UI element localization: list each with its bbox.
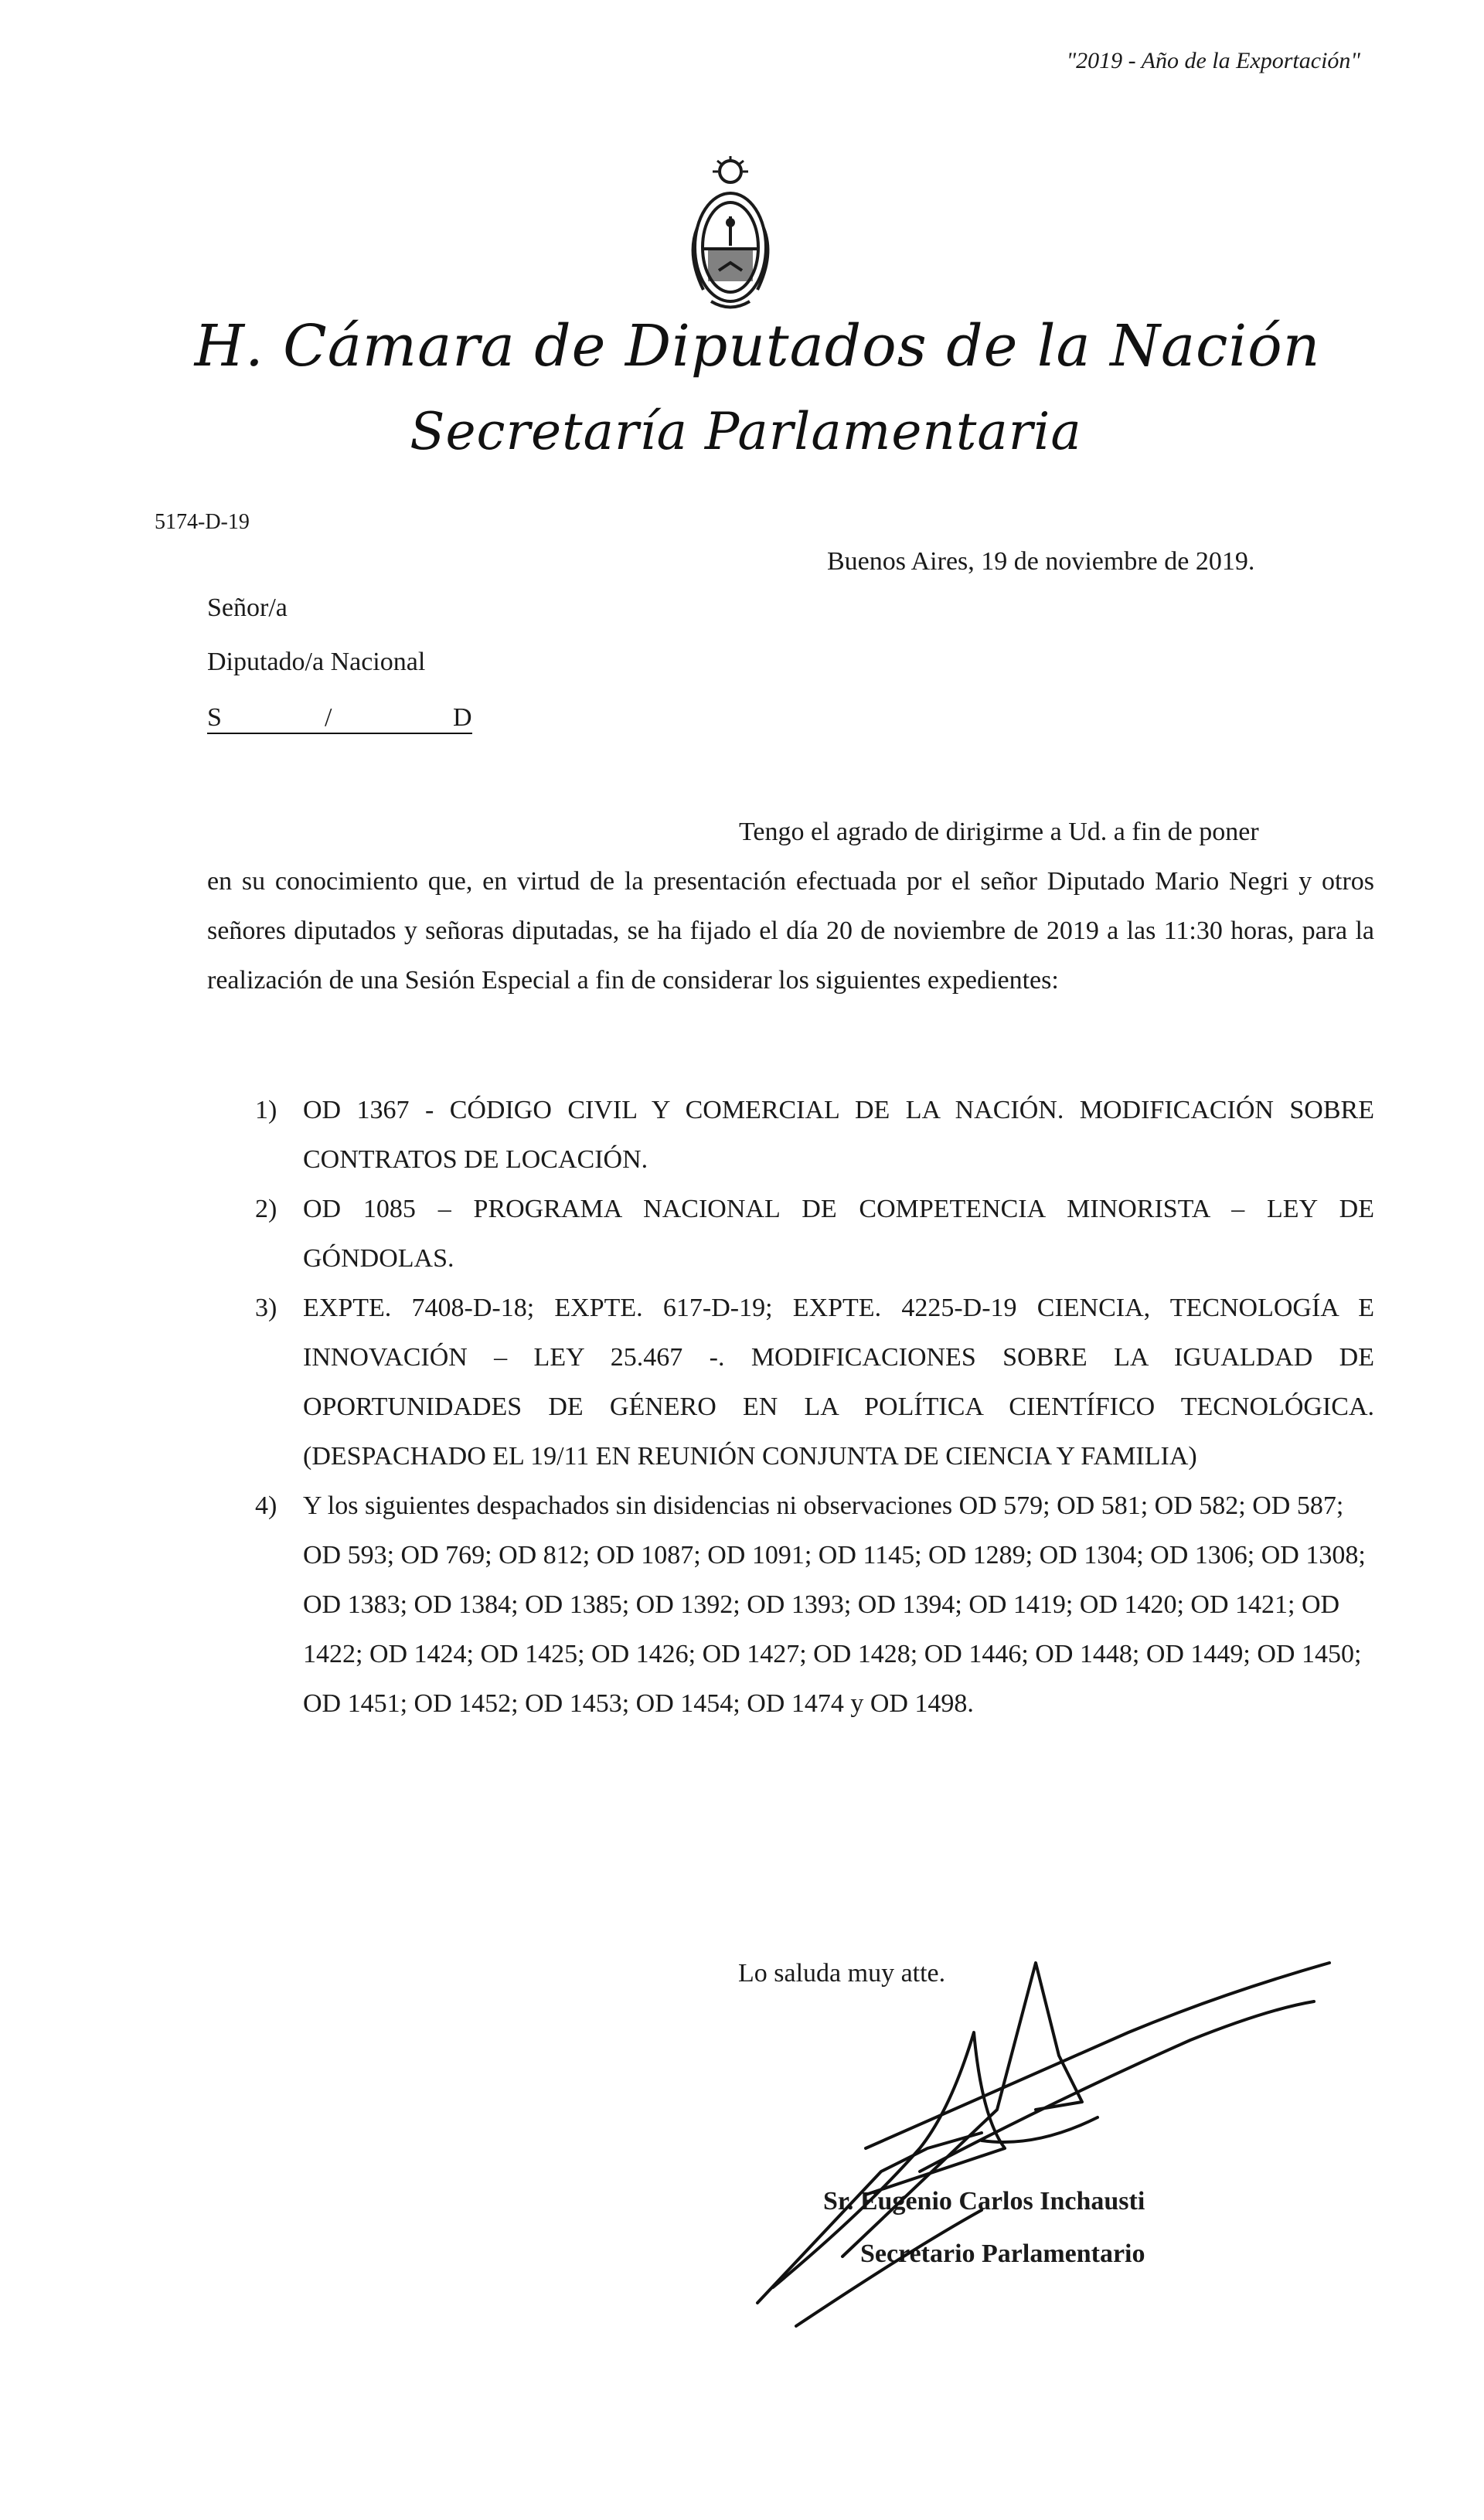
signer-role: Secretario Parlamentario (860, 2239, 1145, 2268)
list-item-text: EXPTE. 7408-D-18; EXPTE. 617-D-19; EXPTE. 4225-D-19 CIENCIA, TECNOLOGÍA E INNOVACIÓN – LEY 25.467 -. MODIFICACIONES SOBRE LA IGUALDAD DE OPORTUNIDADES DE GÉNERO EN LA POLÍTICA CIENTÍFICO TECNOLÓGICA. (DESPACHADO EL 19/11 EN REUNIÓN CONJUNTA DE CIENCIA Y FAMILIA) (303, 1294, 1374, 1471)
list-item (255, 1185, 1374, 1284)
body-paragraph (207, 808, 1374, 1005)
document-reference: 5174-D-19 (155, 510, 250, 534)
sd-s: S (207, 703, 222, 732)
motto-text: "2019 - Año de la Exportación" (1066, 48, 1360, 73)
list-item (255, 1086, 1374, 1185)
list-item-number: 4) (255, 1491, 277, 1520)
letterhead-chamber: H. Cámara de Diputados de la Nación (194, 313, 1321, 379)
list-item-text: OD 1085 – PROGRAMA NACIONAL DE COMPETENCIA MINORISTA – LEY DE GÓNDOLAS. (303, 1195, 1374, 1273)
list-item-text: OD 1367 - CÓDIGO CIVIL Y COMERCIAL DE LA NACIÓN. MODIFICACIÓN SOBRE CONTRATOS DE LOCACIÓN. (303, 1096, 1374, 1174)
expedientes-list (255, 1086, 1374, 1729)
signature-icon (727, 1916, 1353, 2349)
recipient-line-1: Señor/a (207, 593, 288, 622)
closing-text: Lo saluda muy atte. (738, 1959, 946, 1988)
list-item-number: 2) (255, 1195, 277, 1223)
list-item (255, 1284, 1374, 1481)
paragraph-first-line: Tengo el agrado de dirigirme a Ud. a fin de poner (739, 818, 1259, 846)
list-item-number: 3) (255, 1294, 277, 1322)
sd-d: D (453, 703, 472, 732)
document-date: Buenos Aires, 19 de noviembre de 2019. (827, 547, 1255, 576)
recipient-line-2: Diputado/a Nacional (207, 648, 426, 676)
sd-slash: / (325, 703, 332, 732)
recipient-sd-line (207, 703, 472, 734)
letterhead-office: Secretaría Parlamentaria (410, 402, 1082, 461)
list-item (255, 1481, 1374, 1729)
list-item-number: 1) (255, 1096, 277, 1124)
paragraph-rest: en su conocimiento que, en virtud de la presentación efectuada por el señor Diputado Mario Negri y otros señores diputados y señoras diputadas, se ha fijado el día 20 de noviembre de 2019 a las 11:30 horas, para la realización de una Sesión Especial a fin de considerar los siguientes expedientes: (207, 867, 1374, 995)
coat-of-arms-icon (680, 155, 781, 317)
list-item-text: Y los siguientes despachados sin disidencias ni observaciones OD 579; OD 581; OD 582; OD 587; OD 593; OD 769; OD 812; OD 1087; OD 1091; OD 1145; OD 1289; OD 1304; OD 1306; OD 1308; OD 1383; OD 1384; OD 1385; OD 1392; OD 1393; OD 1394; OD 1419; OD 1420; OD 1421; OD 1422; OD 1424; OD 1425; OD 1426; OD 1427; OD 1428; OD 1446; OD 1448; OD 1449; OD 1450; OD 1451; OD 1452; OD 1453; OD 1454; OD 1474 y OD 1498. (303, 1491, 1366, 1718)
signer-name: Sr. Eugenio Carlos Inchausti (823, 2187, 1145, 2216)
